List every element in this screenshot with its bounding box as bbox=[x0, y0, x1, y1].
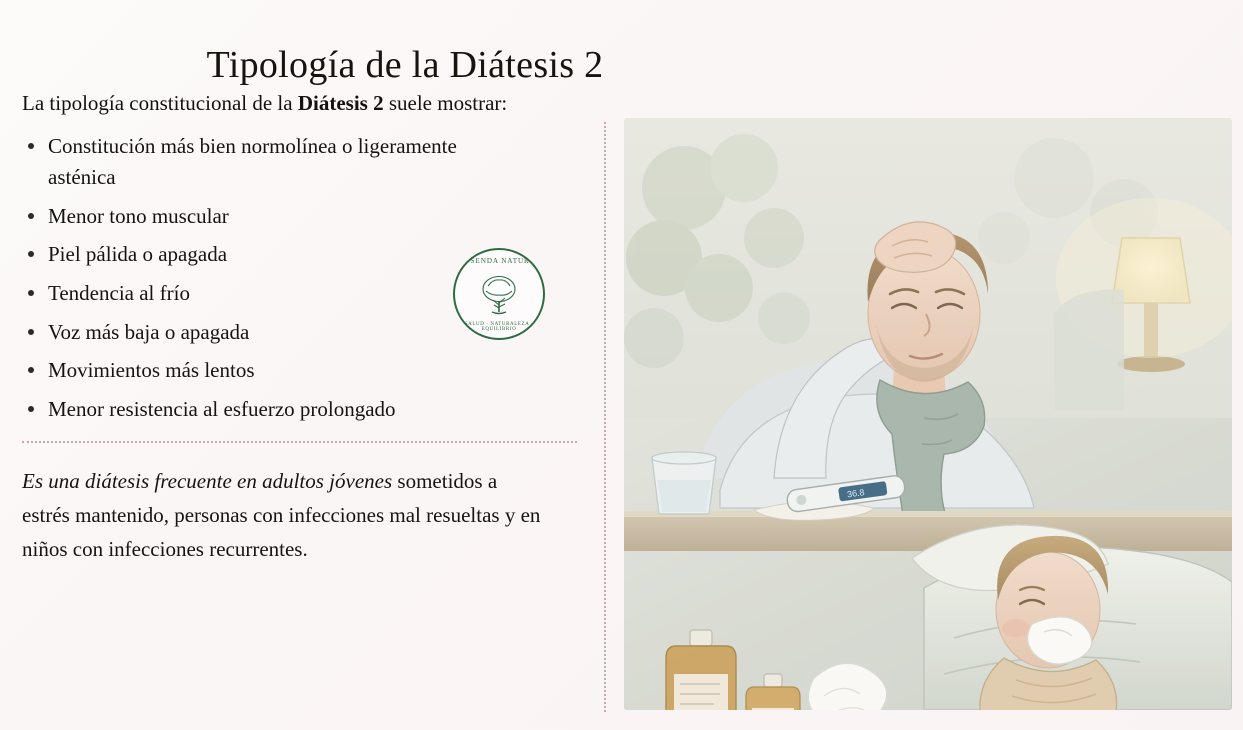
illustration-panel bbox=[624, 118, 1232, 710]
closing-emphasis: Es una diátesis frecuente en adultos jóvenes bbox=[22, 468, 393, 493]
lead-prefix: La tipología constitucional de la bbox=[22, 91, 298, 115]
closing-paragraph bbox=[22, 464, 542, 566]
svg-text:36.8: 36.8 bbox=[846, 487, 866, 500]
list-item: Menor tono muscular bbox=[22, 201, 518, 232]
list-item: Menor resistencia al esfuerzo prolongado bbox=[22, 394, 518, 425]
horizontal-dotted-divider bbox=[22, 441, 577, 443]
watercolor-illness-illustration bbox=[624, 118, 1232, 710]
lead-suffix: suele mostrar: bbox=[383, 91, 508, 115]
lead-bold-term: Diátesis 2 bbox=[297, 91, 384, 115]
list-item: Constitución más bien normolínea o ligeramente asténica bbox=[22, 131, 518, 192]
brand-logo bbox=[453, 248, 545, 340]
closing-rest: sometidos a estrés mantenido, personas con infecciones mal resueltas y en niños con infecciones recurrentes. bbox=[22, 468, 541, 561]
logo-bottom-text: SALUD · NATURALEZA · EQUILIBRIO bbox=[464, 322, 534, 332]
tree-icon bbox=[476, 272, 522, 316]
list-item: Movimientos más lentos bbox=[22, 355, 518, 386]
list-item: Tendencia al frío bbox=[22, 278, 518, 309]
logo-top-text: LA SENDA NATURAL bbox=[456, 257, 542, 265]
vertical-dotted-divider bbox=[604, 122, 606, 712]
list-item: Voz más baja o apagada bbox=[22, 317, 518, 348]
page-title: Tipología de la Diátesis 2 bbox=[206, 44, 604, 87]
list-item: Piel pálida o apagada bbox=[22, 239, 518, 270]
lead-paragraph bbox=[22, 90, 597, 117]
